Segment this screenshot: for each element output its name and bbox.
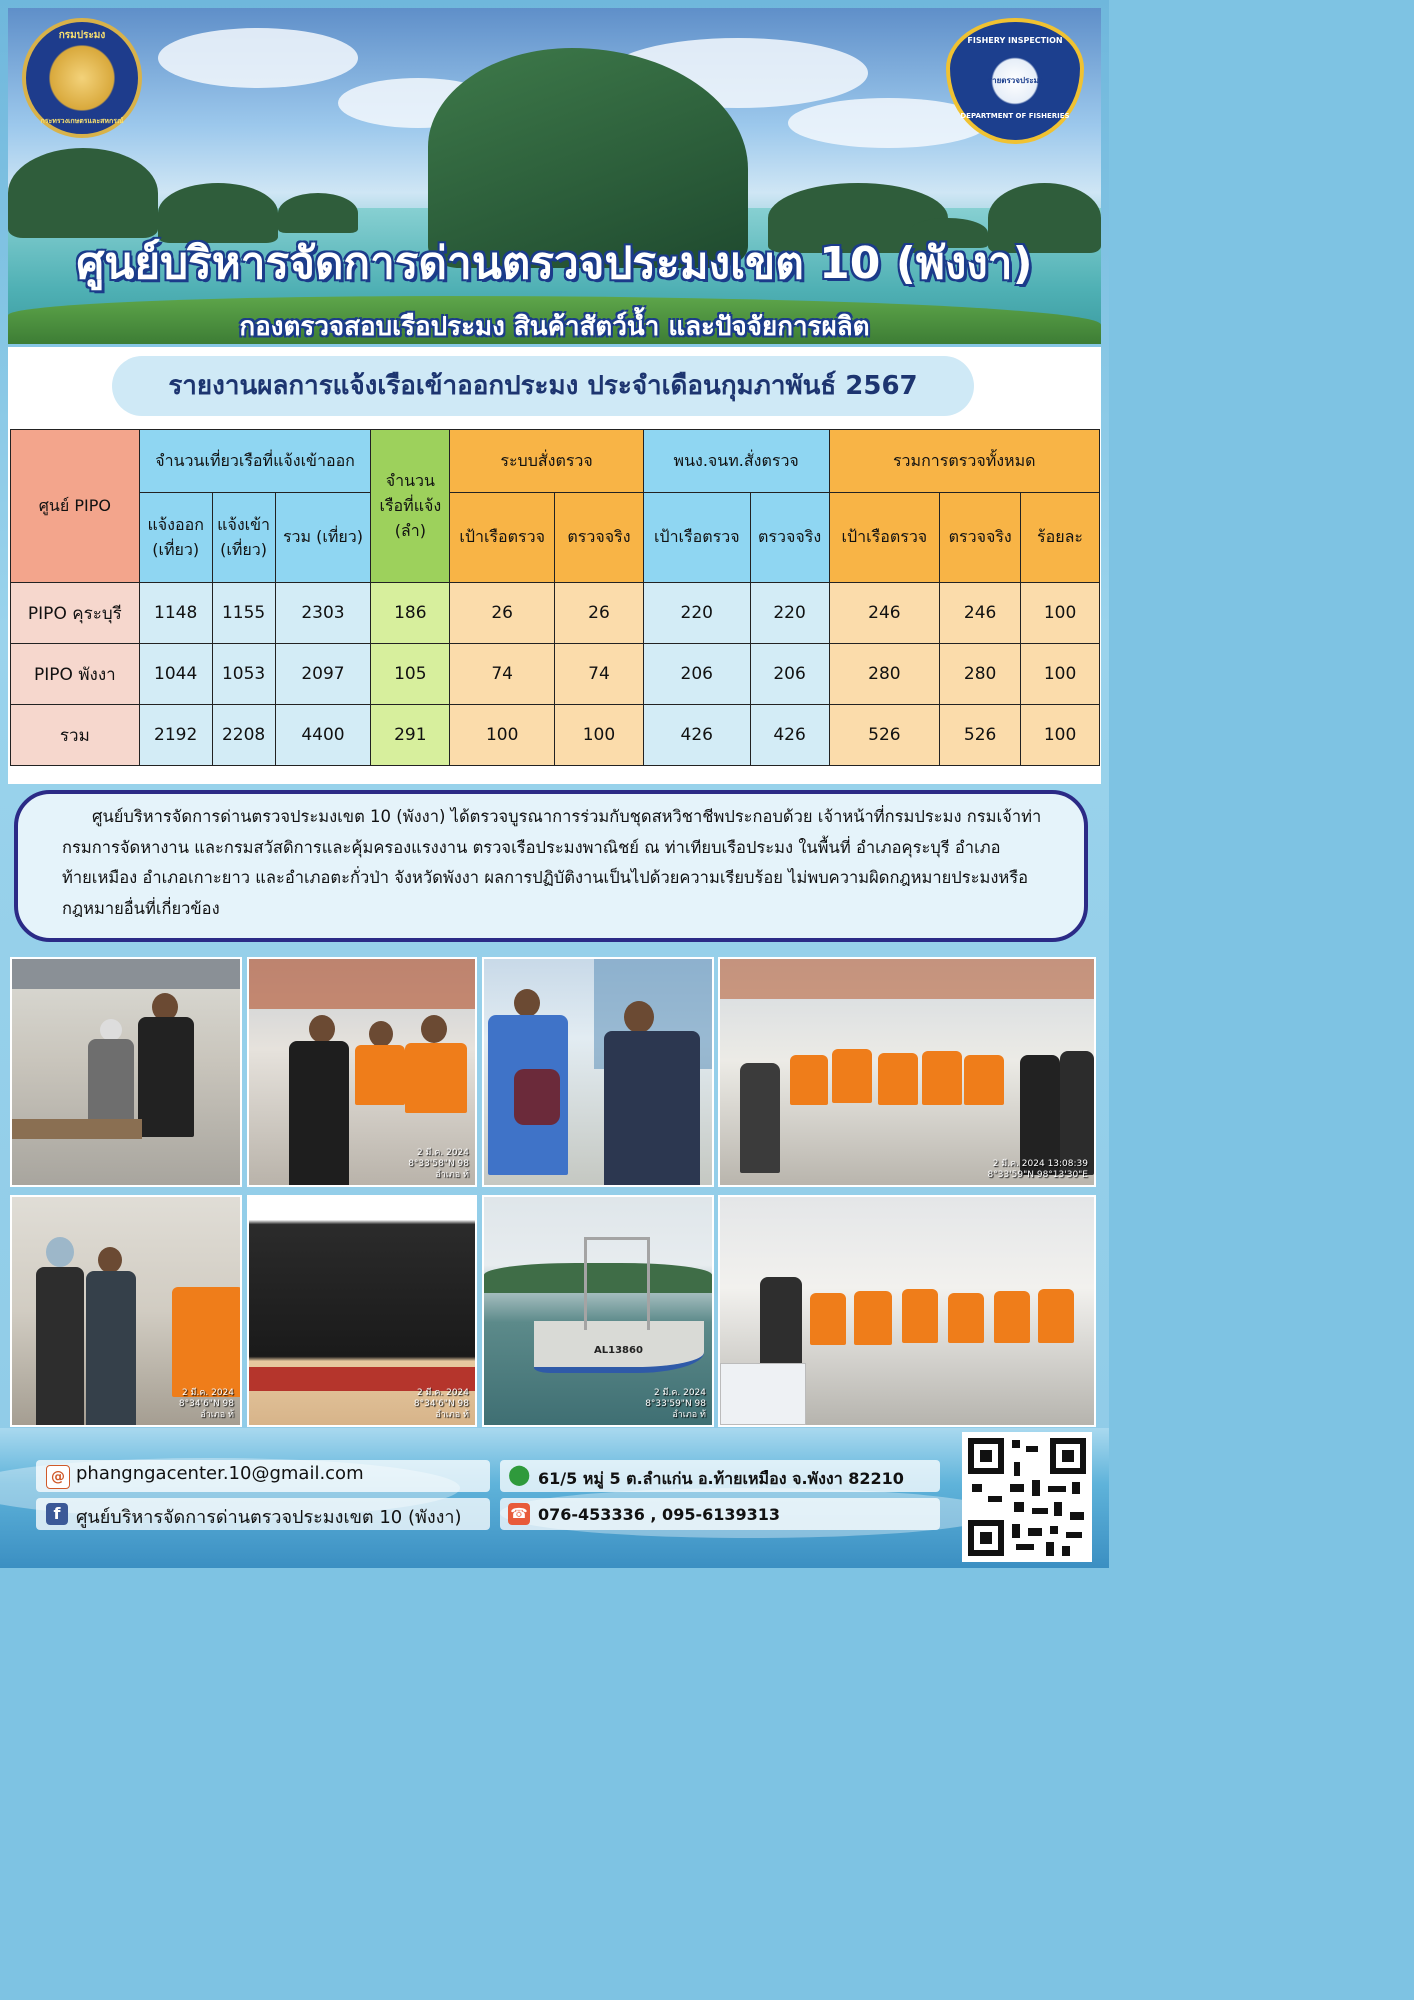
photo-fishing-boat [482,1195,714,1427]
header-total: รวม (เที่ยว) [275,493,371,583]
department-of-fisheries-logo [22,18,142,138]
qr-code[interactable] [962,1432,1092,1562]
cell-out: 2192 [139,705,212,766]
photo-inspection-5 [10,1195,242,1427]
cell-system-target: 100 [450,705,555,766]
header-percent: ร้อยละ [1021,493,1100,583]
description-text: ศูนย์บริหารจัดการด่านตรวจประมงเขต 10 (พังงา) ได้ตรวจบูรณาการร่วมกับชุดสหวิชาชีพประกอบด้วย เจ้าหน้าที่กรมประมง กรมเจ้าท่า กรมการจัดหางาน และกรมสวัสดิการและคุ้มครองแรงงาน ตรวจเรือประมงพาณิชย์ ณ ท่าเทียบเรือประมง ในพื้นที่ อำเภอคุระบุรี อำเภอท้ายเหมือง อำเภอเกาะยาว และอำเภอตะกั่วป่า จังหวัดพังงา ผลการปฏิบัติงานเป็นไปด้วยความเรียบร้อย ไม่พบความผิดกฎหมายประมงหรือกฎหมายอื่นที่เกี่ยวข้อง [62,807,1042,918]
photo-stamp: 2 มี.ค. 2024 8°34'6"N 98 อำเภอ ท้ [178,1388,234,1420]
header-all-group: รวมการตรวจทั้งหมด [829,430,1100,493]
photo-stamp: 2 มี.ค. 2024 8°33'59"N 98 อำเภอ ท้ [645,1388,706,1420]
header-all-actual: ตรวจจริง [940,493,1021,583]
boat-registration: AL13860 [594,1345,643,1356]
photo-inspection-4 [718,957,1096,1187]
cell-in: 1053 [212,644,275,705]
map-thumbnail [720,1363,806,1425]
cell-in: 1155 [212,583,275,644]
cell-all-target: 526 [829,705,940,766]
cell-boats: 186 [371,583,450,644]
phone-icon: ☎ [508,1503,530,1525]
table-row [11,583,1100,644]
email-icon: @ [46,1465,70,1489]
location-pin-icon: ⬤ [508,1462,531,1486]
header-officer-group: พนง.จนท.สั่งตรวจ [643,430,829,493]
page-subtitle: กองตรวจสอบเรือประมง สินค้าสัตว์น้ำ และปัจจัยการผลิต [239,312,870,342]
photo-inspection-group [718,1195,1096,1427]
page-title: ศูนย์บริหารจัดการด่านตรวจประมงเขต 10 (พังงา) [76,238,1033,289]
cell-all-actual: 280 [940,644,1021,705]
cell-percent: 100 [1021,705,1100,766]
cell-system-actual: 100 [555,705,644,766]
table-row-total [11,705,1100,766]
header-system-group: ระบบสั่งตรวจ [450,430,644,493]
logo-right-text-bottom: DEPARTMENT OF FISHERIES [960,112,1070,120]
row-name: รวม [11,705,140,766]
table-row [11,644,1100,705]
fishing-boat-report-table [10,429,1100,766]
logo-right-center: สายตรวจประมง [987,76,1043,85]
cell-percent: 100 [1021,644,1100,705]
cell-officer-actual: 206 [750,644,829,705]
facebook-page[interactable]: ศูนย์บริหารจัดการด่านตรวจประมงเขต 10 (พังงา) [76,1507,462,1528]
cell-total: 2303 [275,583,371,644]
cell-officer-actual: 220 [750,583,829,644]
row-name: PIPO คุระบุรี [11,583,140,644]
phone-numbers[interactable]: 076-453336 , 095-6139313 [538,1505,781,1524]
facebook-icon: f [46,1503,68,1525]
description-box [14,790,1088,942]
cell-total: 2097 [275,644,371,705]
cell-system-actual: 26 [555,583,644,644]
header-officer-target: เป้าเรือตรวจ [643,493,750,583]
header-out: แจ้งออก (เที่ยว) [139,493,212,583]
cell-all-actual: 526 [940,705,1021,766]
header-all-target: เป้าเรือตรวจ [829,493,940,583]
logo-left-caption: กระทรวงเกษตรและสหกรณ์ [40,117,124,125]
cell-in: 2208 [212,705,275,766]
logo-right-text-top: FISHERY INSPECTION [967,36,1063,45]
report-title: รายงานผลการแจ้งเรือเข้าออกประมง ประจำเดือนกุมภาพันธ์ 2567 [112,356,974,416]
header-in: แจ้งเข้า (เที่ยว) [212,493,275,583]
cell-all-target: 280 [829,644,940,705]
cell-system-target: 26 [450,583,555,644]
cell-officer-target: 220 [643,583,750,644]
cell-total: 4400 [275,705,371,766]
address-text: 61/5 หมู่ 5 ต.ลำแก่น อ.ท้ายเหมือง จ.พังงา 82210 [538,1469,904,1488]
cell-boats: 105 [371,644,450,705]
header-trips-group: จำนวนเที่ยวเรือที่แจ้งเข้าออก [139,430,371,493]
header-officer-actual: ตรวจจริง [750,493,829,583]
cell-out: 1148 [139,583,212,644]
photo-inspection-1 [10,957,242,1187]
photo-inspection-3 [482,957,714,1187]
logo-left-text: กรมประมง [58,30,106,41]
photo-stamp: 2 มี.ค. 2024 8°34'6"N 98 อำเภอ ท้ [413,1388,469,1420]
cell-percent: 100 [1021,583,1100,644]
header-boats: จำนวน เรือที่แจ้ง (ลำ) [371,430,450,583]
cell-officer-actual: 426 [750,705,829,766]
cell-all-target: 246 [829,583,940,644]
cell-boats: 291 [371,705,450,766]
header-system-target: เป้าเรือตรวจ [450,493,555,583]
photo-stamp: 2 มี.ค. 2024 8°33'58"N 98 อำเภอ ท้ [408,1148,469,1180]
cell-officer-target: 426 [643,705,750,766]
photo-fishing-net [247,1195,477,1427]
row-name: PIPO พังงา [11,644,140,705]
cell-system-actual: 74 [555,644,644,705]
cell-all-actual: 246 [940,583,1021,644]
cell-system-target: 74 [450,644,555,705]
photo-stamp: 2 มี.ค. 2024 13:08:39 8°33'59"N 98°13'30"E [987,1159,1088,1180]
email-address[interactable]: phangngacenter.10@gmail.com [76,1463,364,1484]
cell-officer-target: 206 [643,644,750,705]
header-system-actual: ตรวจจริง [555,493,644,583]
header-center: ศูนย์ PIPO [11,430,140,583]
cell-out: 1044 [139,644,212,705]
photo-inspection-2 [247,957,477,1187]
